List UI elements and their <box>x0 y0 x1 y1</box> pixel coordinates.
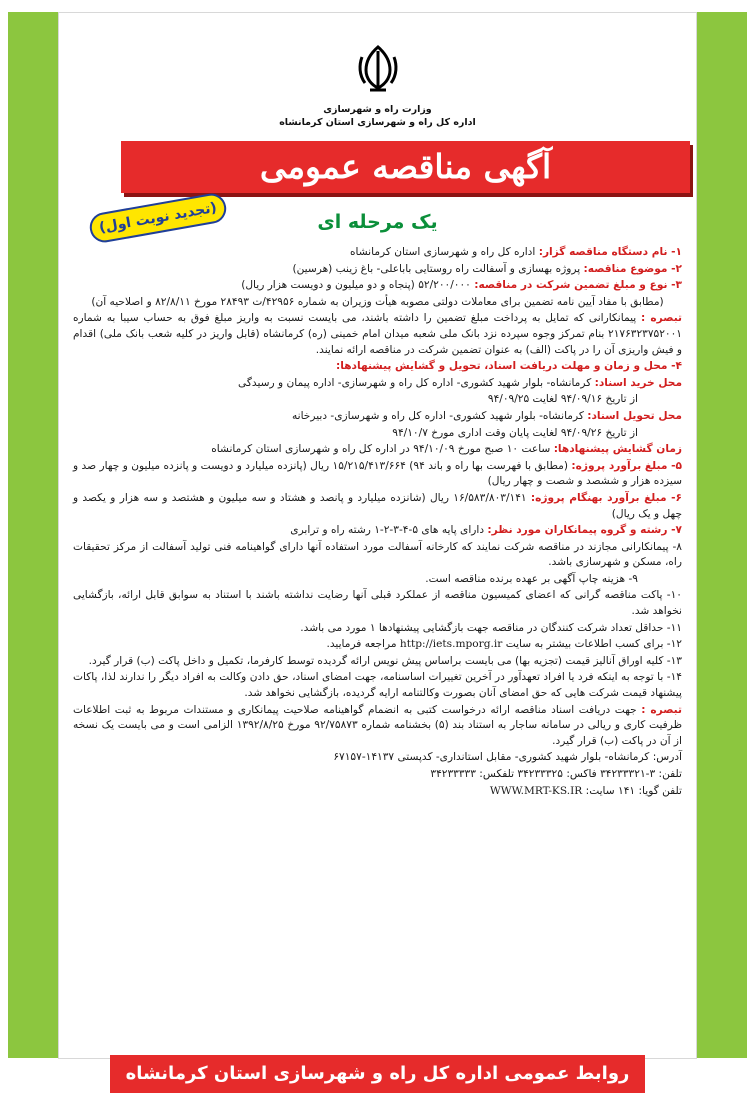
item-3-label: ۳- نوع و مبلغ تضمین شرکت در مناقصه: <box>474 279 682 292</box>
item-11: ۱۱- حداقل تعداد شرکت کنندگان در مناقصه جهت بازگشایی پیشنهادها ۱ مورد می باشد. <box>300 621 682 634</box>
opening-time-label: زمان گشایش پیشنهادها: <box>553 443 682 456</box>
deliver-docs-text: کرمانشاه- بلوار شهید کشوری- اداره کل راه و شهرسازی- دبیرخانه <box>291 409 584 422</box>
website-link[interactable]: WWW.MRT-KS.IR <box>489 784 583 797</box>
buy-docs-label: محل خرید اسناد: <box>594 376 682 389</box>
ministry-line-2: اداره کل راه و شهرسازی استان کرمانشاه <box>279 117 476 128</box>
item-7 <box>73 523 682 539</box>
deliver-docs-dates: از تاریخ ۹۴/۰۹/۲۶ لغایت پایان وقت اداری مورخ ۹۴/۱۰/۷ <box>392 426 638 439</box>
note-1-text: پیمانکارانی که تمایل به پرداخت مبلغ تضمین را داشته باشند، می بایست نسبت به واریز مبلغ فوق به حساب سیبا به شماره ۲۱۷۶۳۲۳۷۵۲۰۰۱ بنام تمرکز وجوه سپرده نزد بانک ملی شعبه میدان امام خمینی (ره) کرمانشاه (قابل واریز در کلیه شعب بانک ملی) اقدام و فیش واریزی آن را در پاکت (الف) به عنوان تضمین شرکت در مناقصه ارائه نمایند. <box>73 312 682 356</box>
item-7-text: دارای پایه های ۵-۴-۳-۲-۱ رشته راه و ترابری <box>290 524 485 537</box>
item-7-label: ۷- رشته و گروه پیمانکاران مورد نظر: <box>487 524 682 537</box>
item-6 <box>73 491 682 522</box>
item-3 <box>73 278 682 294</box>
right-green-bar <box>695 12 747 1058</box>
contact-site <box>73 784 682 800</box>
item-1 <box>73 245 682 261</box>
opening-time-text: ساعت ۱۰ صبح مورخ ۹۴/۱۰/۰۹ در اداره کل راه و شهرسازی استان کرمانشاه <box>211 443 551 456</box>
item-12-url-link[interactable]: http://iets.mporg.ir <box>399 638 503 651</box>
note-1-label: تبصره : <box>641 312 682 325</box>
stage-subtitle: یک مرحله ای <box>317 211 438 233</box>
note-2-text: جهت دریافت اسناد مناقصه ارائه درخواست کتبی به انضمام گواهینامه صلاحیت پیمانکاری و مستندات مربوط به ثبت اطلاعات ظرفیت کاری و ریالی در سامانه ساجار به استناد بند (۵) بخشنامه شماره ۹۲/۷۵۸۷۳ مورخ ۱۳۹۲/۸/۲۵ الزامی است و می بایست یک نسخه از آن در پاکت (ب) قرار گیرد. <box>73 703 682 747</box>
buy-docs-dates: از تاریخ ۹۴/۰۹/۱۶ لغایت ۹۴/۰۹/۲۵ <box>487 393 638 406</box>
item-4-heading: ۴- محل و زمان و مهلت دریافت اسناد، تحویل و گشایش پیشنهادها: <box>336 360 682 373</box>
item-12-pre: ۱۲- برای کسب اطلاعات بیشتر به سایت <box>505 638 682 651</box>
note-1 <box>73 311 682 358</box>
item-5-text: (مطابق با فهرست بها راه و باند ۹۴) ۱۵/۲۱۵/۴۱۳/۶۶۴ ریال (پانزده میلیارد و دویست و پانزده میلیون و چهار صد و سیزده هزار و ششصد و شصت و چهار ریال) <box>73 459 682 488</box>
item-12-post: مراجعه فرمایید. <box>326 638 397 651</box>
contact-address: آدرس: کرمانشاه- بلوار شهید کشوری- مقابل استانداری- کدپستی ۱۴۱۳۷-۶۷۱۵۷ <box>333 751 682 764</box>
item-1-text: اداره کل راه و شهرسازی استان کرمانشاه <box>349 246 536 258</box>
item-3-text: ۵۲/۲۰۰/۰۰۰ (پنجاه و دو میلیون و دویست هزار ریال) <box>241 279 471 292</box>
item-2 <box>73 262 682 278</box>
deliver-docs <box>73 409 682 425</box>
left-green-bar <box>8 12 60 1058</box>
buy-docs-text: کرمانشاه- بلوار شهید کشوری- اداره کل راه و شهرسازی- اداره پیمان و رسیدگی <box>238 376 592 389</box>
ministry-line-1: وزارت راه و شهرسازی <box>323 104 432 115</box>
item-12 <box>73 637 682 653</box>
item-2-label: ۲- موضوع مناقصه: <box>583 262 682 275</box>
item-2-text: پروژه بهسازی و آسفالت راه روستایی باباعلی- باغ زینب (هرسین) <box>292 262 581 275</box>
item-1-label: ۱- نام دستگاه مناقصه گزار: <box>538 246 682 258</box>
ad-body <box>73 245 682 800</box>
contact-hotline: تلفن گویا: ۱۴۱ سایت: <box>585 784 682 797</box>
iran-emblem-icon <box>356 43 400 93</box>
ministry-header <box>59 103 696 129</box>
note-2-label: تبصره : <box>641 703 682 716</box>
item-5-label: ۵- مبلغ برآورد پروژه: <box>571 459 682 472</box>
item-9: ۹- هزینه چاپ آگهی بر عهده برنده مناقصه است. <box>425 572 638 585</box>
contact-phones: تلفن: ۳-۳۴۲۳۳۳۲۱ فاکس: ۳۴۲۳۳۳۲۵ تلفکس: ۳۴۲۳۳۳۳۳ <box>430 768 682 780</box>
item-13: ۱۳- کلیه اوراق آنالیز قیمت (تجزیه بها) می بایست براساس پیش نویس ارائه گردیده توسط کارفرما، تکمیل و داخل پاکت (ب) قرار گیرد. <box>88 654 682 667</box>
item-6-label: ۶- مبلغ برآورد بهنگام پروژه: <box>530 491 683 504</box>
item-6-text: ۱۶/۵۸۳/۸۰۳/۱۴۱ ریال (شانزده میلیارد و پانصد و هشتاد و سه میلیون و هشتصد و سه هزار و یکصد و چهل و یک ریال) <box>73 491 682 520</box>
note-2 <box>73 703 682 750</box>
item-5 <box>73 459 682 490</box>
item-10: ۱۰- پاکت مناقصه گرانی که اعضای کمیسیون مناقصه از عملکرد قبلی آنها رضایت نداشته باشند با استناد به سوابق قابل ارائه، بازگشایی نخواهد شد. <box>73 589 682 618</box>
ad-title: آگهی مناقصه عمومی <box>121 141 690 193</box>
item-8: ۸- پیمانکارانی مجازند در مناقصه شرکت نمایند که کارخانه آسفالت مورد استفاده آنها دارای گواهینامه فنی تولید آسفالت از مرکز تحقیقات راه، مسکن و شهرسازی باشد. <box>73 540 682 569</box>
deliver-docs-label: محل تحویل اسناد: <box>587 409 682 422</box>
opening-time <box>73 442 682 458</box>
buy-docs <box>73 376 682 392</box>
renewal-badge: (تجدید نوبت اول) <box>87 191 228 245</box>
item-3-note: (مطابق با مفاد آیین نامه تضمین برای معاملات دولتی مصوبه هیأت وزیران به شماره ۴۲۹۵۶/ت ۲۸۴۹۳ مورخ ۸۲/۸/۱۱ و اصلاحیه آن) <box>91 295 664 308</box>
ad-document <box>58 12 697 1059</box>
footer-banner: روابط عمومی اداره کل راه و شهرسازی استان کرمانشاه <box>110 1055 645 1093</box>
item-14: ۱۴- با توجه به اینکه فرد یا افراد تعهدآور در آخرین تغییرات اساسنامه، جهت امضای اسناد، حق دادن وکالت به افراد دیگر را ندارند لذا، پاکات پیشنهاد قیمت شرکت هایی که حق امضای آنان بصورت وکالتنامه ارایه گردیده، بازگشایی نخواهد شد. <box>73 671 682 700</box>
